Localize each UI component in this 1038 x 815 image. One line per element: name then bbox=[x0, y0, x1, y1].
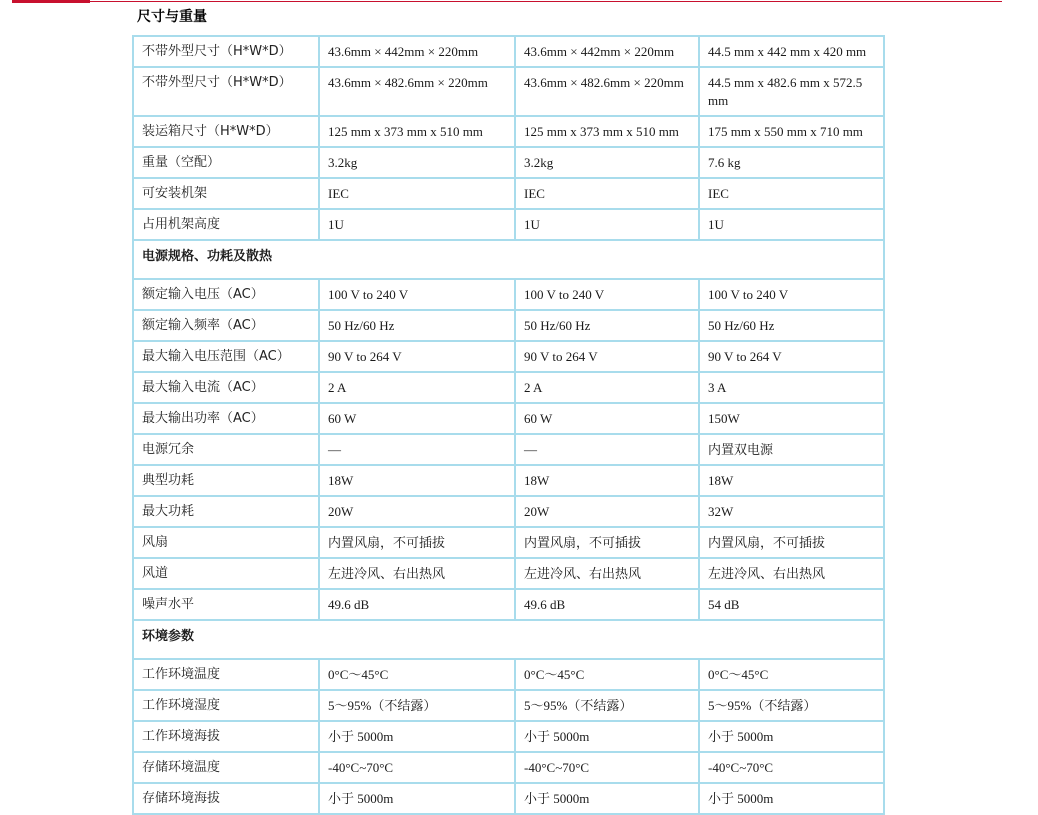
spec-value: 43.6mm × 482.6mm × 220mm bbox=[319, 67, 515, 116]
table-row bbox=[133, 496, 884, 527]
spec-label: 不带外型尺寸（H*W*D） bbox=[133, 67, 319, 116]
table-row bbox=[133, 178, 884, 209]
table-row bbox=[133, 209, 884, 240]
spec-value: 0°C～45°C bbox=[319, 659, 515, 690]
spec-value: 1U bbox=[515, 209, 699, 240]
spec-value: 小于 5000m bbox=[319, 721, 515, 752]
spec-value: 100 V to 240 V bbox=[699, 279, 884, 310]
spec-value: 小于 5000m bbox=[319, 783, 515, 814]
header-accent-bar bbox=[12, 0, 90, 3]
spec-value: IEC bbox=[515, 178, 699, 209]
spec-label: 额定输入电压（AC） bbox=[133, 279, 319, 310]
table-row bbox=[133, 721, 884, 752]
spec-value: 3 A bbox=[699, 372, 884, 403]
table-row bbox=[133, 527, 884, 558]
spec-value: 90 V to 264 V bbox=[319, 341, 515, 372]
spec-label: 额定输入频率（AC） bbox=[133, 310, 319, 341]
table-row bbox=[133, 279, 884, 310]
spec-value: 49.6 dB bbox=[515, 589, 699, 620]
spec-value: 90 V to 264 V bbox=[515, 341, 699, 372]
spec-value: 60 W bbox=[515, 403, 699, 434]
spec-value: 左进冷风、右出热风 bbox=[515, 558, 699, 589]
spec-value: 49.6 dB bbox=[319, 589, 515, 620]
spec-value: 125 mm x 373 mm x 510 mm bbox=[319, 116, 515, 147]
spec-value: 44.5 mm x 482.6 mm x 572.5 mm bbox=[699, 67, 884, 116]
spec-label: 最大输入电压范围（AC） bbox=[133, 341, 319, 372]
spec-value: 44.5 mm x 442 mm x 420 mm bbox=[699, 36, 884, 67]
table-row bbox=[133, 403, 884, 434]
table-row bbox=[133, 67, 884, 116]
spec-value: 小于 5000m bbox=[515, 783, 699, 814]
table-row bbox=[133, 690, 884, 721]
spec-value: — bbox=[319, 434, 515, 465]
spec-value: 100 V to 240 V bbox=[319, 279, 515, 310]
section-title: 电源规格、功耗及散热 bbox=[133, 240, 884, 279]
spec-value: 内置风扇，不可插拔 bbox=[319, 527, 515, 558]
header-rule bbox=[90, 1, 1002, 2]
spec-value: 小于 5000m bbox=[699, 783, 884, 814]
spec-value: 20W bbox=[319, 496, 515, 527]
spec-value: 0°C～45°C bbox=[515, 659, 699, 690]
spec-value: 5～95%（不结露） bbox=[319, 690, 515, 721]
spec-value: 内置风扇，不可插拔 bbox=[515, 527, 699, 558]
spec-label: 存储环境海拔 bbox=[133, 783, 319, 814]
table-row bbox=[133, 434, 884, 465]
spec-label: 重量（空配） bbox=[133, 147, 319, 178]
spec-value: 1U bbox=[319, 209, 515, 240]
spec-label: 可安装机架 bbox=[133, 178, 319, 209]
table-row bbox=[133, 372, 884, 403]
spec-label: 风扇 bbox=[133, 527, 319, 558]
spec-label: 工作环境湿度 bbox=[133, 690, 319, 721]
spec-value: 125 mm x 373 mm x 510 mm bbox=[515, 116, 699, 147]
table-row bbox=[133, 465, 884, 496]
spec-label: 典型功耗 bbox=[133, 465, 319, 496]
table-row bbox=[133, 659, 884, 690]
spec-value: 50 Hz/60 Hz bbox=[515, 310, 699, 341]
spec-value: 175 mm x 550 mm x 710 mm bbox=[699, 116, 884, 147]
spec-value: — bbox=[515, 434, 699, 465]
spec-value: 左进冷风、右出热风 bbox=[699, 558, 884, 589]
spec-value: 43.6mm × 442mm × 220mm bbox=[319, 36, 515, 67]
spec-value: 20W bbox=[515, 496, 699, 527]
spec-value: 小于 5000m bbox=[515, 721, 699, 752]
spec-label: 工作环境温度 bbox=[133, 659, 319, 690]
section-header-row bbox=[133, 240, 884, 279]
spec-label: 最大输出功率（AC） bbox=[133, 403, 319, 434]
spec-value: 18W bbox=[319, 465, 515, 496]
spec-value: -40°C~70°C bbox=[515, 752, 699, 783]
spec-value: 5～95%（不结露） bbox=[515, 690, 699, 721]
section-title-dimensions: 尺寸与重量 bbox=[137, 9, 207, 25]
table-row bbox=[133, 752, 884, 783]
spec-value: 0°C～45°C bbox=[699, 659, 884, 690]
spec-value: 54 dB bbox=[699, 589, 884, 620]
spec-label: 噪声水平 bbox=[133, 589, 319, 620]
spec-label: 装运箱尺寸（H*W*D） bbox=[133, 116, 319, 147]
table-row bbox=[133, 783, 884, 814]
spec-value: 内置风扇，不可插拔 bbox=[699, 527, 884, 558]
spec-table-body bbox=[133, 36, 884, 814]
spec-value: 43.6mm × 482.6mm × 220mm bbox=[515, 67, 699, 116]
spec-table bbox=[132, 35, 885, 815]
spec-value: 内置双电源 bbox=[699, 434, 884, 465]
spec-label: 风道 bbox=[133, 558, 319, 589]
spec-value: 90 V to 264 V bbox=[699, 341, 884, 372]
section-title: 环境参数 bbox=[133, 620, 884, 659]
spec-value: 5～95%（不结露） bbox=[699, 690, 884, 721]
spec-value: 左进冷风、右出热风 bbox=[319, 558, 515, 589]
spec-value: 18W bbox=[699, 465, 884, 496]
spec-label: 不带外型尺寸（H*W*D） bbox=[133, 36, 319, 67]
spec-label: 存储环境温度 bbox=[133, 752, 319, 783]
spec-label: 电源冗余 bbox=[133, 434, 319, 465]
spec-value: -40°C~70°C bbox=[699, 752, 884, 783]
spec-value: 1U bbox=[699, 209, 884, 240]
spec-value: 7.6 kg bbox=[699, 147, 884, 178]
spec-value: 3.2kg bbox=[319, 147, 515, 178]
spec-value: 2 A bbox=[319, 372, 515, 403]
spec-value: 小于 5000m bbox=[699, 721, 884, 752]
spec-value: 150W bbox=[699, 403, 884, 434]
spec-value: 32W bbox=[699, 496, 884, 527]
spec-value: 50 Hz/60 Hz bbox=[319, 310, 515, 341]
spec-value: 3.2kg bbox=[515, 147, 699, 178]
spec-label: 最大功耗 bbox=[133, 496, 319, 527]
spec-value: -40°C~70°C bbox=[319, 752, 515, 783]
spec-value: 2 A bbox=[515, 372, 699, 403]
table-row bbox=[133, 310, 884, 341]
spec-value: IEC bbox=[319, 178, 515, 209]
table-row bbox=[133, 589, 884, 620]
spec-value: 100 V to 240 V bbox=[515, 279, 699, 310]
table-row bbox=[133, 341, 884, 372]
spec-value: IEC bbox=[699, 178, 884, 209]
spec-value: 43.6mm × 442mm × 220mm bbox=[515, 36, 699, 67]
table-row bbox=[133, 147, 884, 178]
spec-label: 最大输入电流（AC） bbox=[133, 372, 319, 403]
table-row bbox=[133, 558, 884, 589]
spec-label: 工作环境海拔 bbox=[133, 721, 319, 752]
table-row bbox=[133, 116, 884, 147]
spec-value: 50 Hz/60 Hz bbox=[699, 310, 884, 341]
table-row bbox=[133, 36, 884, 67]
spec-label: 占用机架高度 bbox=[133, 209, 319, 240]
spec-value: 60 W bbox=[319, 403, 515, 434]
spec-value: 18W bbox=[515, 465, 699, 496]
section-header-row bbox=[133, 620, 884, 659]
